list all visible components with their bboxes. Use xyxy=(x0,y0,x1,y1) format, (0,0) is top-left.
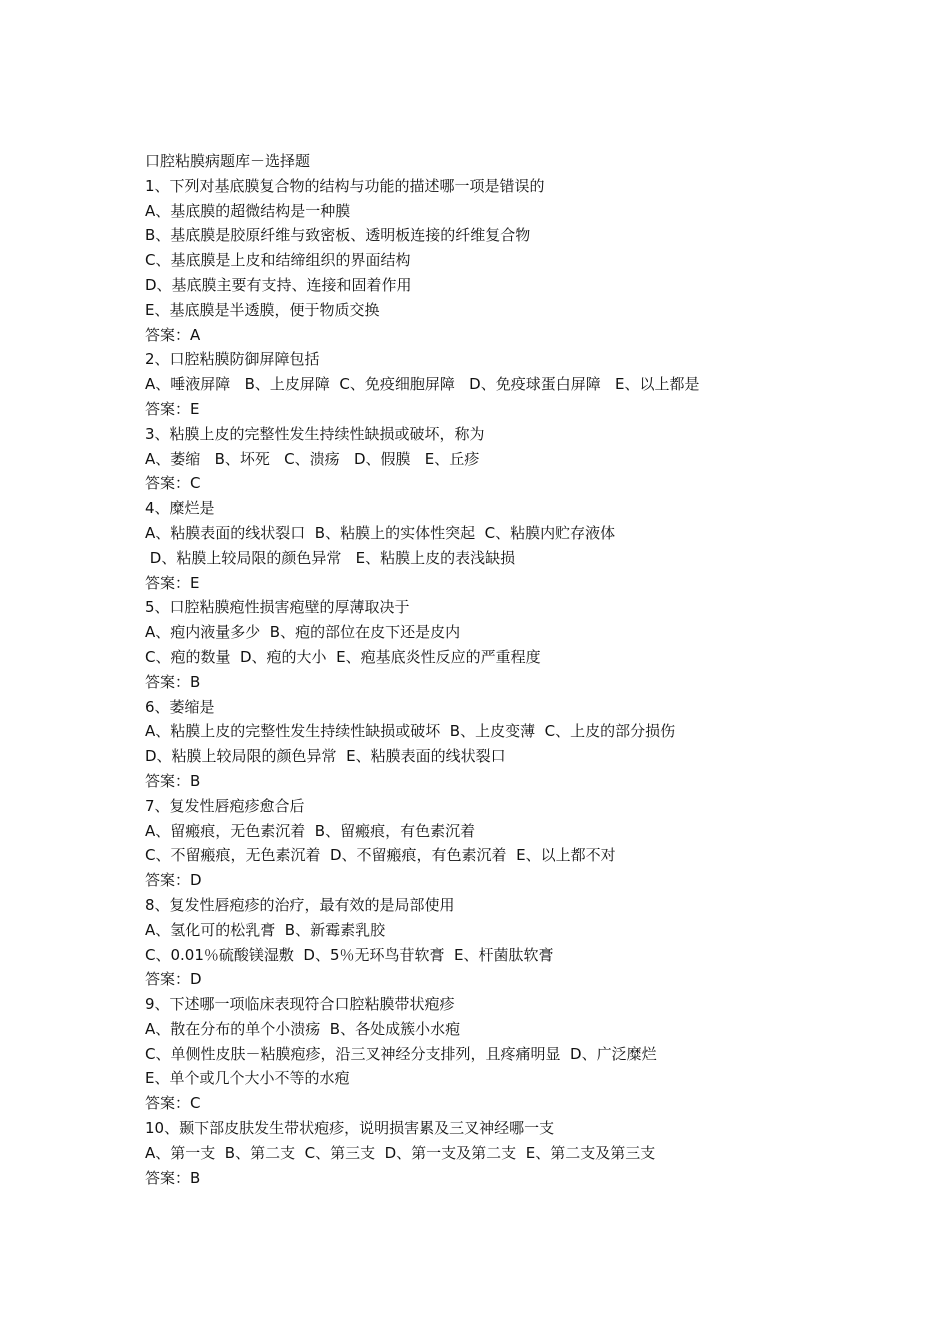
question-4-options-1: A、粘膜表面的线状裂口 B、粘膜上的实体性突起 C、粘膜内贮存液体 xyxy=(145,523,616,542)
question-9-options-3: E、单个或几个大小不等的水疱 xyxy=(145,1069,350,1088)
question-7: 7、复发性唇疱疹愈合后 xyxy=(145,796,305,815)
question-9-options-1: A、散在分布的单个小溃疡 B、各处成簇小水疱 xyxy=(145,1019,461,1038)
question-5-answer: 答案：B xyxy=(145,672,201,691)
question-7-options-2: C、不留瘢痕，无色素沉着 D、不留瘢痕，有色素沉着 E、以上都不对 xyxy=(145,846,616,865)
question-3: 3、粘膜上皮的完整性发生持续性缺损或破坏，称为 xyxy=(145,424,485,443)
question-2: 2、口腔粘膜防御屏障包括 xyxy=(145,350,320,369)
question-6: 6、萎缩是 xyxy=(145,697,215,716)
question-1: 1、下列对基底膜复合物的结构与功能的描述哪一项是错误的 xyxy=(145,176,545,195)
question-7-options-1: A、留瘢痕，无色素沉着 B、留瘢痕，有色素沉着 xyxy=(145,821,476,840)
question-5-options-1: A、疱内液量多少 B、疱的部位在皮下还是皮内 xyxy=(145,623,461,642)
question-1-option-b: B、基底膜是胶原纤维与致密板、透明板连接的纤维复合物 xyxy=(145,226,531,245)
question-10-answer: 答案：B xyxy=(145,1168,201,1187)
question-8-options-1: A、氢化可的松乳膏 B、新霉素乳胶 xyxy=(145,920,386,939)
question-4-answer: 答案：E xyxy=(145,573,200,592)
question-1-option-d: D、基底膜主要有支持、连接和固着作用 xyxy=(145,275,412,294)
question-9: 9、下述哪一项临床表现符合口腔粘膜带状疱疹 xyxy=(145,995,455,1014)
question-5-options-2: C、疱的数量 D、疱的大小 E、疱基底炎性反应的严重程度 xyxy=(145,647,541,666)
question-8-options-2: C、0.01％硫酸镁湿敷 D、5％无环鸟苷软膏 E、杆菌肽软膏 xyxy=(145,945,554,964)
question-8: 8、复发性唇疱疹的治疗，最有效的是局部使用 xyxy=(145,895,455,914)
question-10: 10、颞下部皮肤发生带状疱疹，说明损害累及三叉神经哪一支 xyxy=(145,1119,555,1138)
document-page xyxy=(145,149,825,1190)
question-7-answer: 答案：D xyxy=(145,871,202,890)
question-1-answer: 答案：A xyxy=(145,325,201,344)
question-4-options-2: D、粘膜上较局限的颜色异常 E、粘膜上皮的表浅缺损 xyxy=(145,548,516,567)
question-3-options: A、萎缩 B、坏死 C、溃疡 D、假膜 E、丘疹 xyxy=(145,449,480,468)
question-1-option-a: A、基底膜的超微结构是一种膜 xyxy=(145,201,351,220)
question-6-answer: 答案：B xyxy=(145,771,201,790)
document-title: 口腔粘膜病题库－选择题 xyxy=(145,152,311,170)
question-4: 4、糜烂是 xyxy=(145,499,215,518)
question-6-options-2: D、粘膜上较局限的颜色异常 E、粘膜表面的线状裂口 xyxy=(145,747,506,766)
question-5: 5、口腔粘膜疱性损害疱壁的厚薄取决于 xyxy=(145,598,410,617)
question-2-options: A、唾液屏障 B、上皮屏障 C、免疫细胞屏障 D、免疫球蛋白屏障 E、以上都是 xyxy=(145,375,700,394)
question-1-option-e: E、基底膜是半透膜，便于物质交换 xyxy=(145,300,380,319)
question-9-options-2: C、单侧性皮肤－粘膜疱疹，沿三叉神经分支排列，且疼痛明显 D、广泛糜烂 xyxy=(145,1044,657,1063)
question-2-answer: 答案：E xyxy=(145,399,200,418)
question-6-options-1: A、粘膜上皮的完整性发生持续性缺损或破坏 B、上皮变薄 C、上皮的部分损伤 xyxy=(145,722,676,741)
question-9-answer: 答案：C xyxy=(145,1094,201,1113)
question-8-answer: 答案：D xyxy=(145,970,202,989)
question-3-answer: 答案：C xyxy=(145,474,201,493)
question-10-options: A、第一支 B、第二支 C、第三支 D、第一支及第二支 E、第二支及第三支 xyxy=(145,1143,656,1162)
question-1-option-c: C、基底膜是上皮和结缔组织的界面结构 xyxy=(145,251,411,270)
